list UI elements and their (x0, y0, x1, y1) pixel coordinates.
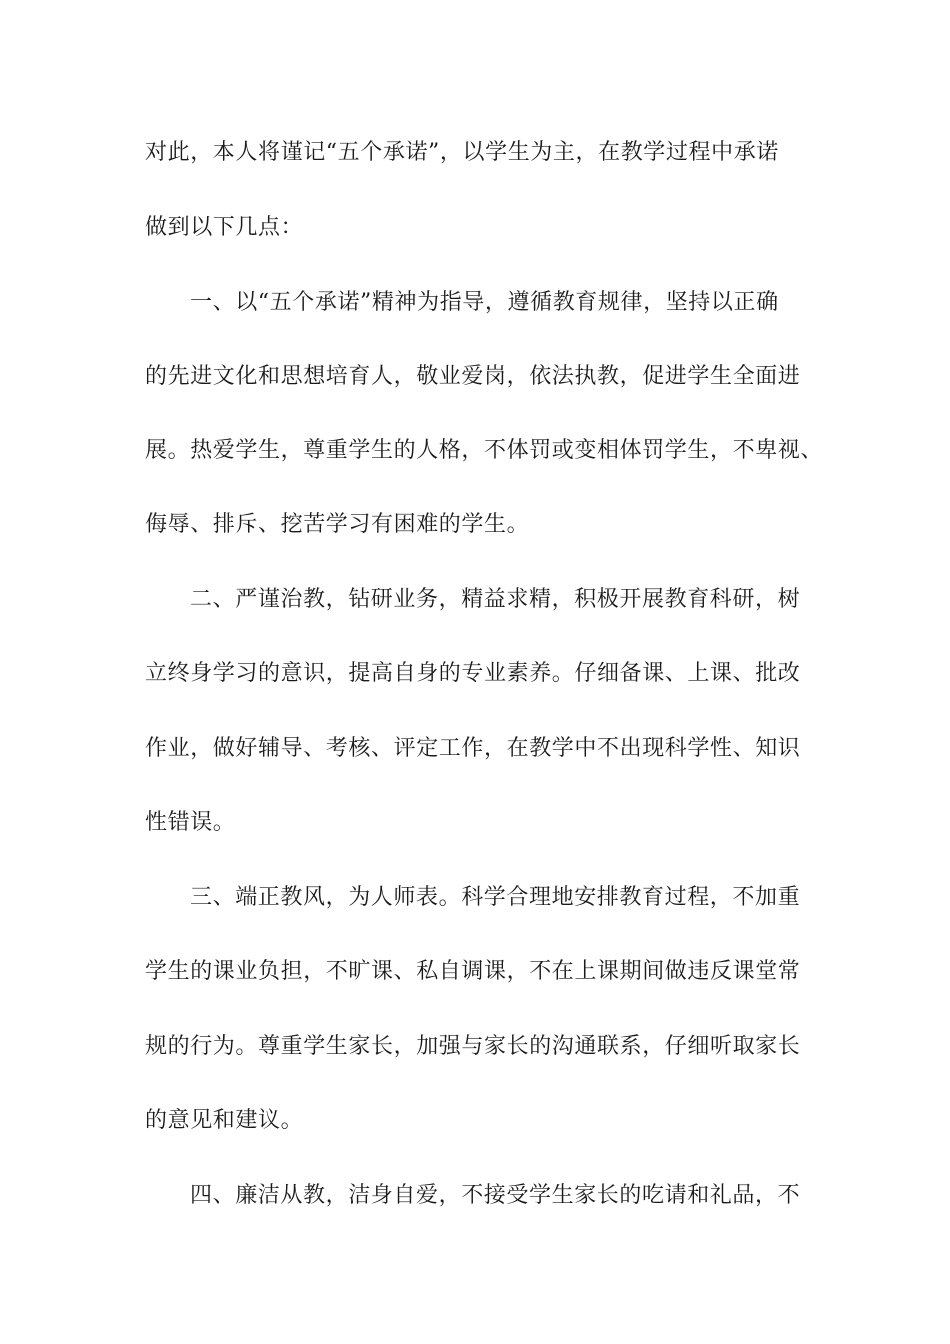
text-line-9: 作业，做好辅导、考核、评定工作，在教学中不出现科学性、知识 (145, 736, 801, 761)
text-line-15: 四、廉洁从教，洁身自爱，不接受学生家长的吃请和礼品，不 (190, 1183, 801, 1208)
text-line-5: 展。热爱学生，尊重学生的人格，不体罚或变相体罚学生，不卑视、 (145, 438, 824, 463)
text-line-3: 一、以“五个承诺”精神为指导，遵循教育规律，坚持以正确 (190, 290, 779, 315)
text-line-11: 三、端正教风，为人师表。科学合理地安排教育过程，不加重 (190, 885, 801, 910)
text-line-10: 性错误。 (145, 810, 236, 835)
text-line-6: 侮辱、排斥、挖苦学习有困难的学生。 (145, 512, 530, 537)
text-line-2: 做到以下几点： (145, 215, 304, 240)
text-line-14: 的意见和建议。 (145, 1108, 304, 1133)
text-line-13: 规的行为。尊重学生家长，加强与家长的沟通联系，仔细听取家长 (145, 1034, 801, 1059)
text-line-12: 学生的课业负担，不旷课、私自调课，不在上课期间做违反课堂常 (145, 959, 801, 984)
text-line-4: 的先进文化和思想培育人，敬业爱岗，依法执教，促进学生全面进 (145, 364, 801, 389)
text-line-8: 立终身学习的意识，提高自身的专业素养。仔细备课、上课、批改 (145, 661, 801, 686)
text-line-7: 二、严谨治教，钻研业务，精益求精，积极开展教育科研，树 (190, 587, 801, 612)
text-line-1: 对此，本人将谨记“五个承诺”，以学生为主，在教学过程中承诺 (145, 140, 779, 165)
